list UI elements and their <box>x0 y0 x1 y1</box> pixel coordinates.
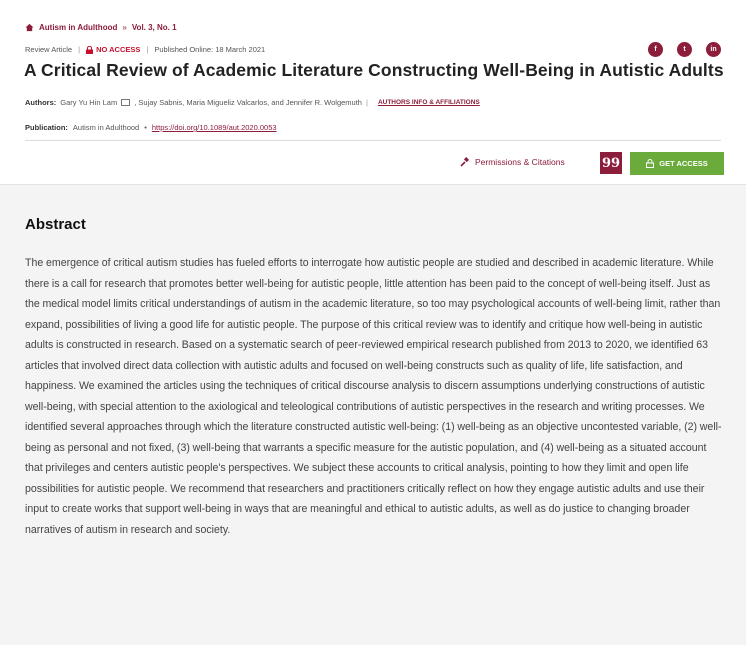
home-icon[interactable] <box>25 23 34 32</box>
share-buttons <box>648 42 721 57</box>
access-badge <box>86 45 140 54</box>
article-type: Review Article <box>25 45 73 54</box>
gavel-icon <box>460 157 470 167</box>
article-title: A Critical Review of Academic Literature Constructing Well-Being in Autistic Adults <box>24 60 724 80</box>
bullet: • <box>144 123 147 132</box>
abstract-text: The emergence of critical autism studies has fueled efforts to interrogate how autistic people are studied and described in academic literature. While there is a call for research that promotes better well-being for autistic people, little attention has been paid to the concept of well-being itself. Just as the medical model limits critical understandings of autism in the academic literature, so too may psychological accounts of well-being limit, rather than expand, possibilities of living a good life for autistic people. The purpose of this critical review was to identify and critique how well-being in autistic adults is constructed in research. Based on a systematic search of peer-reviewed empirical research published from 2013 to 2020, we identified 63 articles that involved direct data collection with autistic adults and focused on well-being constructs such as quality of life, life satisfaction, and happiness. We examined the articles using the techniques of critical discourse analysis to discern assumptions underlying constructions of autistic well-being, with special attention to the axiological and teleological contributions of autistic perspectives in the research and writing processes. We identified several approaches through which the literature constructed autistic well-being: (1) well-being as an objective uncontested variable, (2) well-being as personal and not fixed, (3) well-being that warrants a specific measure for the autistic population, and (4) well-being as a situated account that privileges and centers autistic people's perspectives. We subject these accounts to critical analysis, pointing to how they limit and open life possibilities for autistic people. We recommend that researchers and practitioners critically reflect on how they engage autistic adults and use their input to create works that support well-being in ways that are meaningful and ethical to autistic adults, as well as do justice to changing broader narratives of autism in research and society. <box>25 257 722 536</box>
get-access-label: GET ACCESS <box>659 159 708 168</box>
doi-link[interactable]: https://doi.org/10.1089/aut.2020.0053 <box>151 123 277 132</box>
authors-list[interactable]: , Sujay Sabnis, Maria Migueliz Valcarlos, and Jennifer R. Wolgemuth <box>134 98 362 107</box>
abstract-heading: Abstract <box>25 216 86 233</box>
publication-line <box>25 123 277 132</box>
linkedin-icon[interactable]: in <box>706 42 721 57</box>
meta-divider: | <box>78 45 81 54</box>
publication-label: Publication: <box>25 123 68 132</box>
permissions-label: Permissions & Citations <box>475 157 565 167</box>
cite-button[interactable]: 99 <box>600 152 622 174</box>
authors-label: Authors: <box>25 98 57 107</box>
divider <box>25 140 721 141</box>
facebook-icon[interactable]: f <box>648 42 663 57</box>
lock-icon <box>86 46 93 54</box>
lock-icon <box>646 159 654 168</box>
breadcrumb-journal[interactable]: Autism in Adulthood <box>39 23 118 32</box>
affiliations-link[interactable]: AUTHORS INFO & AFFILIATIONS <box>377 99 480 106</box>
access-label: NO ACCESS <box>96 45 141 54</box>
article-header <box>0 0 746 184</box>
published-date: Published Online: 18 March 2021 <box>154 45 266 54</box>
author-link[interactable]: Gary Yu Hin Lam <box>60 98 118 107</box>
breadcrumb <box>25 23 177 32</box>
get-access-button[interactable] <box>630 152 724 175</box>
article-meta <box>25 45 265 54</box>
permissions-citations-link[interactable] <box>460 157 565 167</box>
twitter-icon[interactable]: t <box>677 42 692 57</box>
authors-line <box>25 98 480 107</box>
email-icon[interactable] <box>121 99 130 106</box>
breadcrumb-separator: » <box>122 23 127 32</box>
authors-divider: | <box>365 98 368 107</box>
breadcrumb-issue[interactable]: Vol. 3, No. 1 <box>131 23 177 32</box>
meta-divider: | <box>146 45 149 54</box>
publication-name[interactable]: Autism in Adulthood <box>72 123 140 132</box>
